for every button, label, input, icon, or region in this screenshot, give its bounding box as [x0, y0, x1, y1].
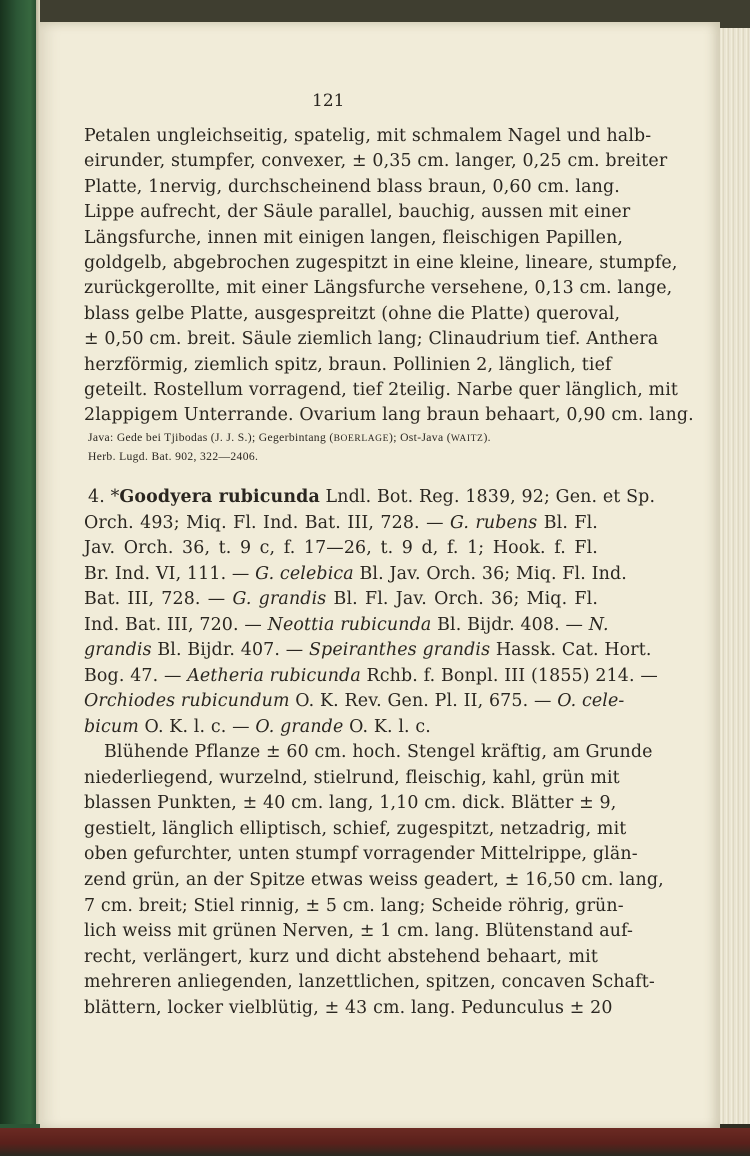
para1-line: Lippe aufrecht, der Säule parallel, bauchig, aussen mit einer — [84, 202, 631, 223]
para1-line: blass gelbe Platte, ausgespreitzt (ohne die Platte) queroval, — [84, 303, 621, 324]
para1-line: 2lappigem Unterrande. Ovarium lang braun behaart, 0,90 cm. lang. — [84, 405, 694, 426]
synonym-name: G. celebica — [255, 563, 354, 584]
book-cover-board — [0, 0, 38, 1156]
citation-text: Bl. Jav. Orch. 36; Miq. Fl. Ind. — [353, 563, 627, 584]
para1-line: Längsfurche, innen mit einigen langen, fleischigen Papillen, — [84, 227, 624, 248]
citation-text: O. K. l. c. — [343, 716, 431, 737]
note-text-a: Java: Gede bei Tjibodas (J. J. S.); Gegerbintang ( — [88, 431, 334, 444]
synonym-name: Orchiodes rubicundum — [84, 691, 290, 711]
citation-text: Jav. Orch. 36, t. 9 c, f. 17—26, t. 9 d, f. 1; Hook. f. Fl. — [84, 538, 598, 558]
page-stack-edge — [720, 28, 750, 1124]
synonym-name: Neottia rubicunda — [267, 614, 432, 635]
para2-line: gestielt, länglich elliptisch, schief, zugespitzt, netzadrig, mit — [84, 818, 627, 839]
para2-line: 7 cm. breit; Stiel rinnig, ± 5 cm. lang; Scheide röhrig, grün- — [84, 895, 624, 916]
note-text-b: ); Ost-Java ( — [389, 431, 451, 444]
specimen-note-line-2: Herb. Lugd. Bat. 902, 322—2406. — [88, 450, 259, 463]
synonym-name: O. grande — [255, 716, 344, 737]
para2-line: lich weiss mit grünen Nerven, ± 1 cm. lang. Blütenstand auf- — [84, 921, 634, 942]
para2-line: zend grün, an der Spitze etwas weiss geadert, ± 16,50 cm. lang, — [84, 870, 664, 890]
citation-text: Rchb. f. Bonpl. III (1855) 214. — — [360, 665, 658, 686]
synonym-name: Speiranthes grandis — [308, 640, 491, 660]
citation-text: Br. Ind. VI, 111. — — [84, 563, 256, 584]
para1-line: zurückgerollte, mit einer Längsfurche versehene, 0,13 cm. lange, — [84, 278, 673, 299]
synonym-name: G. rubens — [449, 512, 538, 533]
citation-text: Bog. 47. — — [84, 665, 188, 686]
entry-line — [88, 487, 656, 507]
para2-line: recht, verlängert, kurz und dicht abstehend behaart, mit — [84, 946, 598, 967]
para1-line: geteilt. Rostellum vorragend, tief 2teilig. Narbe quer länglich, mit — [84, 380, 679, 400]
citation-text: Bl. Fl. — [537, 512, 598, 533]
citation-text: 4. * — [88, 487, 120, 507]
para2-line: oben gefurchter, unten stumpf vorragender Mittelrippe, glän- — [84, 844, 638, 865]
entry-line — [84, 513, 598, 533]
para2-line: blassen Punkten, ± 40 cm. lang, 1,10 cm. dick. Blätter ± 9, — [84, 793, 617, 814]
synonym-name: bicum — [84, 716, 139, 737]
citation-text: Bl. Bijdr. 407. — — [151, 640, 309, 660]
note-collector-waitz: WAITZ — [450, 434, 484, 444]
entry-line — [84, 614, 609, 635]
entry-line — [84, 563, 627, 584]
para1-line: ± 0,50 cm. breit. Säule ziemlich lang; Clinaudrium tief. Anthera — [84, 329, 659, 350]
citation-text: Bl. Bijdr. 408. — — [431, 614, 589, 635]
synonym-name: Aetheria rubicunda — [187, 665, 361, 686]
page-number: 121 — [312, 91, 345, 111]
note-text-c: ). — [483, 431, 491, 444]
synonym-name: O. cele- — [557, 691, 625, 711]
taxon-name: Goodyera rubicunda — [119, 487, 320, 507]
book-binding-edge — [0, 1128, 750, 1156]
citation-text: Bl. Fl. Jav. Orch. 36; Miq. Fl. — [326, 589, 598, 609]
para2-line: blättern, locker vielblütig, ± 43 cm. lang. Pedunculus ± 20 — [84, 998, 613, 1018]
note-collector-boerlage: BOERLAGE — [333, 434, 390, 444]
para2-line: niederliegend, wurzelnd, stielrund, fleischig, kahl, grün mit — [84, 767, 620, 788]
para1-line: herzförmig, ziemlich spitz, braun. Pollinien 2, länglich, tief — [84, 354, 612, 375]
citation-text: Lndl. Bot. Reg. 1839, 92; Gen. et Sp. — [319, 487, 656, 507]
para1-line: Platte, 1nervig, durchscheinend blass braun, 0,60 cm. lang. — [84, 176, 620, 197]
citation-text: Ind. Bat. III, 720. — — [84, 614, 268, 635]
entry-line — [84, 691, 625, 711]
synonym-name: grandis — [84, 640, 152, 660]
para2-line: Blühende Pflanze ± 60 cm. hoch. Stengel kräftig, am Grunde — [104, 742, 653, 762]
citation-text: Bat. III, 728. — — [84, 589, 233, 609]
citation-text: Orch. 493; Miq. Fl. Ind. Bat. III, 728. — — [84, 512, 450, 533]
entry-line — [84, 640, 652, 660]
entry-line — [84, 589, 598, 609]
specimen-note-line-1 — [88, 431, 491, 444]
para2-line: mehreren anliegenden, lanzettlichen, spitzen, concaven Schaft- — [84, 972, 655, 993]
para1-line: eirunder, stumpfer, convexer, ± 0,35 cm. langer, 0,25 cm. breiter — [84, 151, 668, 172]
citation-text: Hassk. Cat. Hort. — [490, 640, 652, 660]
entry-line — [84, 717, 598, 737]
para1-line: goldgelb, abgebrochen zugespitzt in eine kleine, lineare, stumpfe, — [84, 253, 678, 273]
para1-line: Petalen ungleichseitig, spatelig, mit schmalem Nagel und halb- — [84, 126, 652, 146]
synonym-name: G. grandis — [232, 589, 327, 609]
citation-text: O. K. Rev. Gen. Pl. II, 675. — — [289, 691, 558, 711]
synonym-name: N. — [588, 614, 609, 635]
entry-line — [84, 665, 658, 686]
citation-text: O. K. l. c. — — [138, 716, 256, 737]
entry-line — [84, 538, 598, 558]
